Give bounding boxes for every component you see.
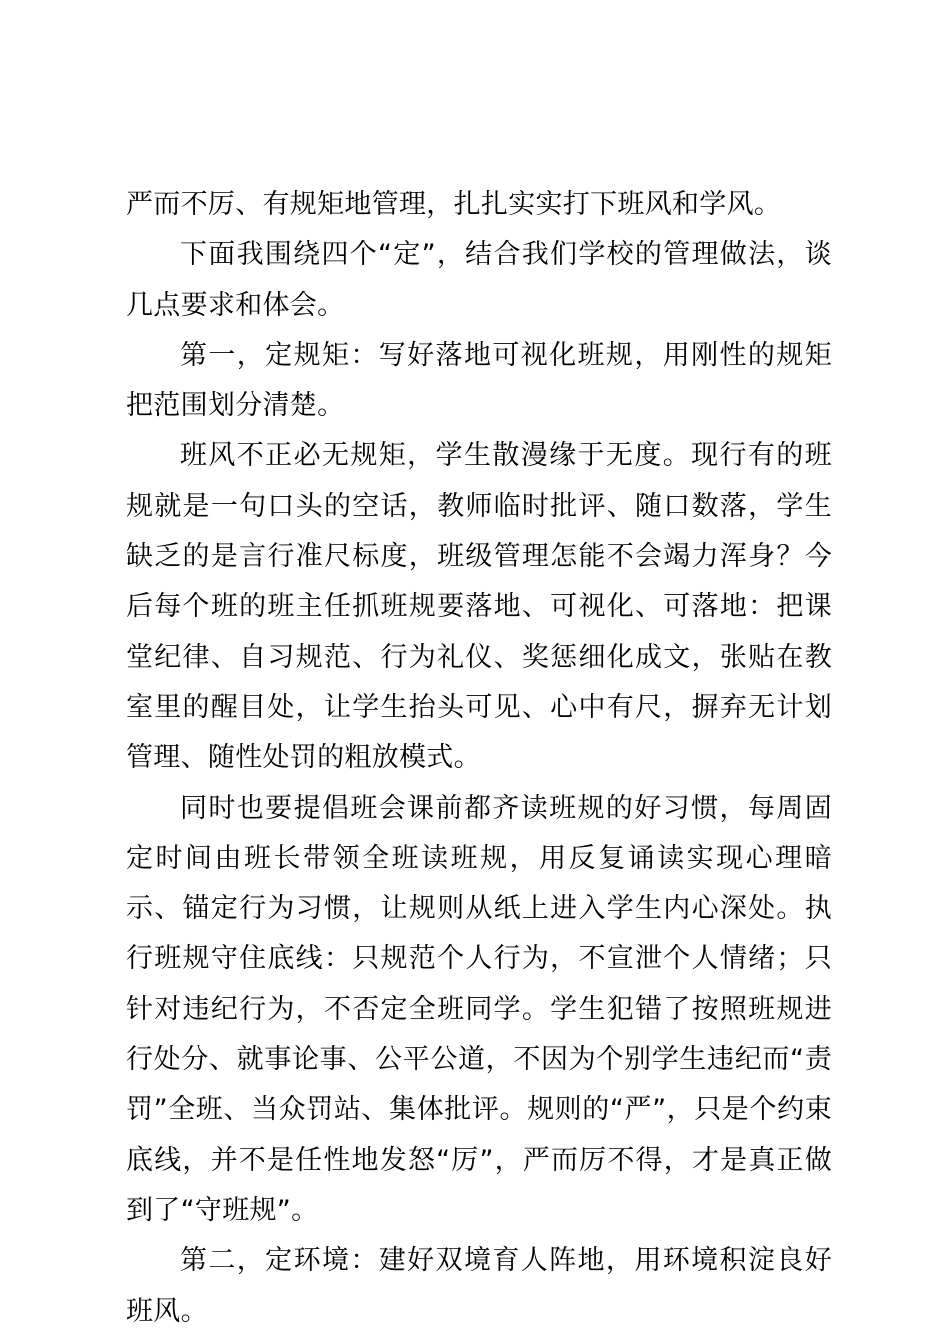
section-heading-first: 第一，定规矩：写好落地可视化班规，用刚性的规矩把范围划分清楚。 — [126, 339, 832, 422]
paragraph-continuation: 严而不厉、有规矩地管理，扎扎实实打下班风和学风。 — [126, 189, 782, 220]
document-body — [126, 180, 832, 1337]
paragraph-intro: 下面我围绕四个“定”，结合我们学校的管理做法，谈几点要求和体会。 — [126, 239, 832, 321]
paragraph-class-rules: 班风不正必无规矩，学生散漫缘于无度。现行有的班规就是一句口头的空话，教师临时批评、随口数落，学生缺乏的是言行准尺标度，班级管理怎能不会竭力浑身？今后每个班的班主任抓班规要落地、可视化、可落地：把课堂纪律、自习规范、行为礼仪、奖惩细化成文，张贴在教室里的醒目处，让学生抬头可见、心中有尺，摒弃无计划管理、随性处罚的粗放模式。 — [126, 440, 832, 774]
paragraph-reading-rules: 同时也要提倡班会课前都齐读班规的好习惯，每周固定时间由班长带领全班读班规，用反复诵读实现心理暗示、锚定行为习惯，让规则从纸上进入学生内心深处。执行班规守住底线：只规范个人行为，不宣泄个人情绪；只针对违纪行为，不否定全班同学。学生犯错了按照班规进行处分、就事论事、公平公道，不因为个别学生违纪而“责罚”全班、当众罚站、集体批评。规则的“严”，只是个约束底线，并不是任性地发怒“厉”，严而厉不得，才是真正做到了“守班规”。 — [126, 792, 832, 1226]
section-heading-second: 第二，定环境：建好双境育人阵地，用环境积淀良好班风。 — [126, 1245, 832, 1327]
